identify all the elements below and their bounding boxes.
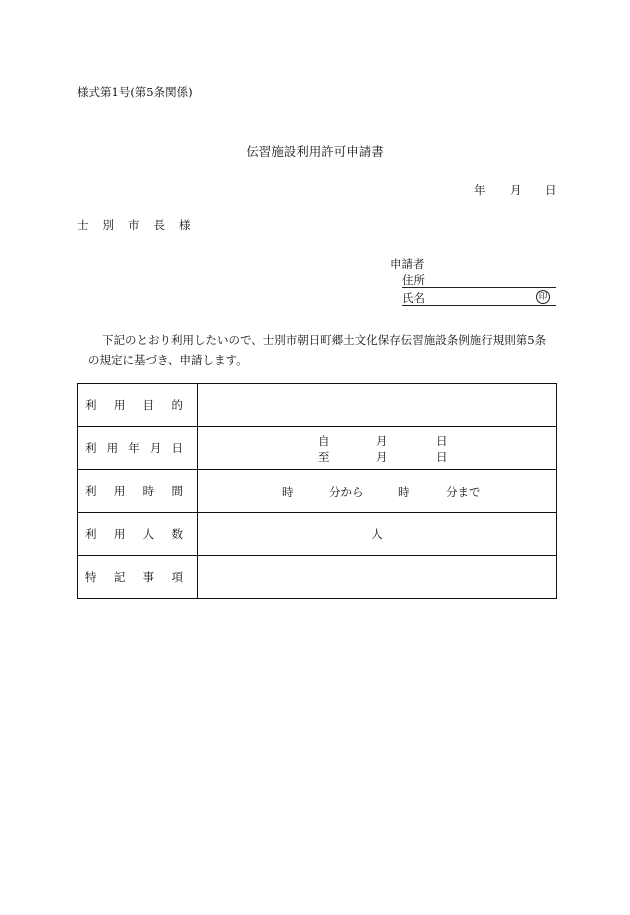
seal-mark: 印 bbox=[536, 290, 550, 304]
date-month-label: 月 bbox=[510, 183, 522, 197]
people-unit: 人 bbox=[371, 527, 383, 541]
application-table bbox=[77, 383, 557, 599]
name-label: 氏名 bbox=[402, 291, 425, 305]
request-statement bbox=[88, 330, 568, 370]
date-day-label: 日 bbox=[545, 183, 557, 197]
people-label: 利 用 人 数 bbox=[78, 513, 198, 556]
form-number-label: 様式第1号(第5条関係) bbox=[77, 85, 193, 99]
date-year-label: 年 bbox=[474, 183, 486, 197]
applicant-label: 申請者 bbox=[390, 257, 425, 271]
document-title: 伝習施設利用許可申請書 bbox=[246, 144, 384, 159]
notes-label: 特 記 事 項 bbox=[78, 556, 198, 599]
dates-label: 利 用 年 月 日 bbox=[78, 427, 198, 470]
people-value-cell[interactable] bbox=[198, 513, 557, 556]
row-dates bbox=[78, 427, 557, 470]
request-statement-line2: の規定に基づき、申請します。 bbox=[88, 353, 248, 367]
address-field[interactable] bbox=[402, 272, 556, 288]
row-notes bbox=[78, 556, 557, 599]
notes-value-cell[interactable] bbox=[198, 556, 557, 599]
date-to-row: 至 月 日 bbox=[318, 450, 448, 464]
name-field[interactable] bbox=[402, 290, 556, 306]
address-label: 住所 bbox=[402, 273, 425, 287]
dates-value-cell[interactable] bbox=[198, 427, 557, 470]
request-statement-line1: 下記のとおり利用したいので、士別市朝日町郷土文化保存伝習施設条例施行規則第5条 bbox=[102, 333, 547, 347]
purpose-value-cell[interactable] bbox=[198, 384, 557, 427]
row-purpose bbox=[78, 384, 557, 427]
application-date bbox=[0, 182, 630, 198]
addressee: 士別市長様 bbox=[77, 218, 205, 232]
time-label: 利 用 時 間 bbox=[78, 470, 198, 513]
date-from-row: 自 月 日 bbox=[318, 434, 448, 448]
row-time bbox=[78, 470, 557, 513]
time-value-cell[interactable]: 時 分から 時 分まで bbox=[198, 470, 557, 513]
row-people bbox=[78, 513, 557, 556]
purpose-label: 利 用 目 的 bbox=[78, 384, 198, 427]
